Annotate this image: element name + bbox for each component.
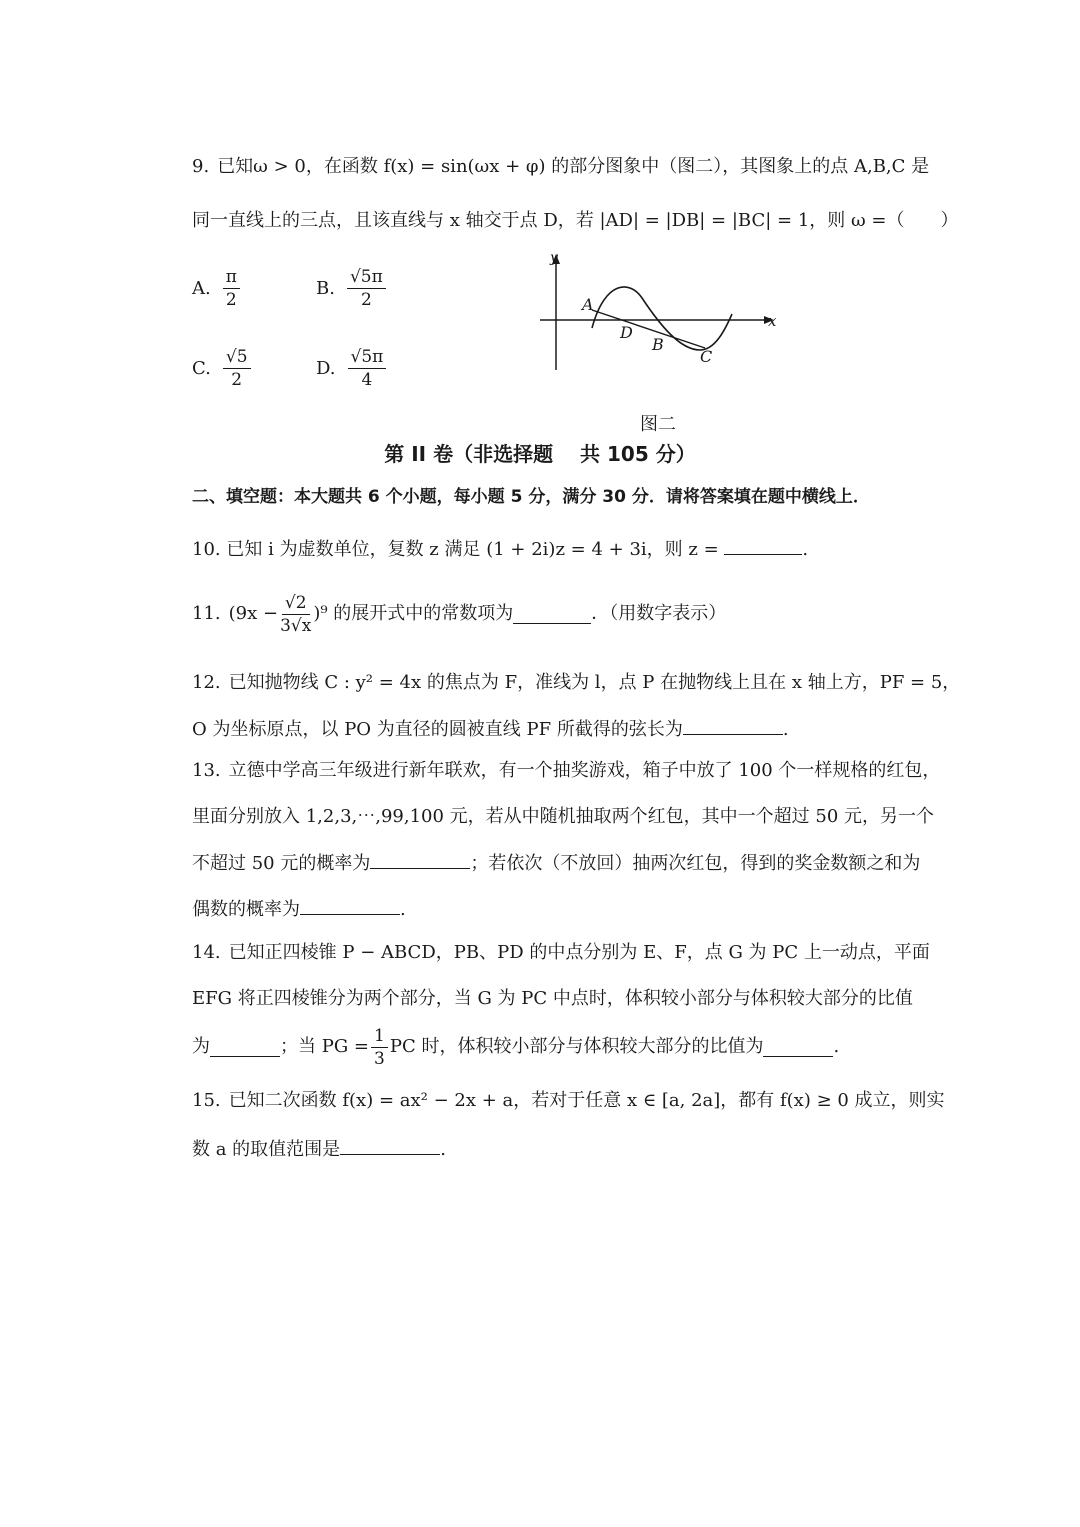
q12-text-line1: 已知抛物线 C : y² = 4x 的焦点为 F，准线为 l，点 P 在抛物线上且在 x 轴上方，PF = 5，	[228, 672, 961, 693]
q11-end: ．（用数字表示）	[591, 603, 727, 624]
q15-answer-blank[interactable]	[340, 1136, 440, 1155]
q11-number: 11.	[192, 603, 221, 624]
q15-text-line1: 已知二次函数 f(x) = ax² − 2x + a，若对于任意 x ∈ [a, 2a]，都有 f(x) ≥ 0 成立，则实	[228, 1090, 945, 1111]
section-title: 第 II 卷（非选择题 共 105 分）	[384, 442, 696, 466]
q13-number: 13.	[192, 760, 221, 781]
q13-text-line4: 偶数的概率为	[192, 899, 300, 920]
q13-text-line3b: ；若依次（不放回）抽两次红包，得到的奖金数额之和为	[470, 853, 921, 874]
q9-number: 9.	[192, 156, 210, 177]
fraction-denominator: 3	[374, 1048, 385, 1069]
choice-letter: B.	[316, 278, 335, 299]
q13-line4	[192, 896, 406, 923]
q13-line1	[192, 758, 940, 784]
choice-fraction	[223, 346, 251, 391]
fraction-numerator: 1	[371, 1025, 388, 1048]
q15-text-line2: 数 a 的取值范围是	[192, 1139, 341, 1160]
q13-answer-blank-2[interactable]	[300, 896, 400, 915]
q13-text-line1: 立德中学高三年级进行新年联欢，有一个抽奖游戏，箱子中放了 100 个一样规格的红包，	[228, 760, 941, 781]
q14-line3	[192, 1024, 839, 1070]
y-axis-label: y	[550, 250, 558, 266]
q12-number: 12.	[192, 672, 221, 693]
choice-fraction	[348, 346, 387, 391]
fraction-numerator: √5	[223, 346, 251, 369]
q13-text-line3a: 不超过 50 元的概率为	[192, 853, 371, 874]
q9-line1	[192, 154, 929, 180]
q9-choice-a[interactable]	[192, 266, 242, 311]
q11-fraction	[280, 592, 311, 637]
q9-text-line1: 已知ω > 0，在函数 f(x) = sin(ωx + φ) 的部分图象中（图二），其图象上的点 A,B,C 是	[217, 156, 930, 177]
q13-line3	[192, 850, 920, 877]
q12-end: .	[782, 719, 789, 740]
q13-answer-blank-1[interactable]	[370, 850, 470, 869]
q9-choice-d[interactable]	[316, 346, 388, 391]
fraction-numerator: √5π	[347, 266, 386, 289]
q14-number: 14.	[192, 942, 221, 963]
q14-fraction	[371, 1025, 388, 1070]
q14-line1	[192, 940, 930, 966]
figure-caption: 图二	[640, 414, 676, 435]
q14-text-line3a: 为	[192, 1036, 210, 1057]
fraction-numerator: √2	[282, 592, 310, 615]
q15-line1	[192, 1088, 945, 1114]
point-d-label: D	[620, 323, 633, 342]
point-c-label: C	[700, 347, 713, 366]
q15-end: .	[440, 1139, 446, 1160]
section-instruction: 二、填空题：本大题共 6 个小题，每小题 5 分，满分 30 分．请将答案填在题中横线上．	[192, 487, 870, 507]
q9-choice-c[interactable]	[192, 346, 253, 391]
q10-end: .	[802, 539, 809, 560]
q11-post: )⁹ 的展开式中的常数项为	[313, 603, 514, 624]
point-a-label: A	[582, 295, 594, 314]
q10-number: 10.	[192, 539, 221, 560]
q14-answer-blank-2[interactable]	[763, 1038, 833, 1057]
q15-line2	[192, 1136, 446, 1163]
q14-text-line3c: PC 时，体积较小部分与体积较大部分的比值为	[389, 1036, 764, 1057]
point-b-label: B	[652, 335, 664, 354]
x-axis-label: x	[768, 312, 777, 330]
q14-text-line3b: ；当 PG =	[280, 1036, 370, 1057]
q12-answer-blank[interactable]	[683, 716, 783, 735]
q9-choice-b[interactable]	[316, 266, 388, 311]
q15-number: 15.	[192, 1090, 221, 1111]
fraction-denominator: 2	[231, 370, 243, 390]
choice-fraction	[347, 266, 386, 311]
q10	[192, 536, 808, 563]
fraction-denominator: 4	[361, 370, 373, 390]
fraction-numerator: √5π	[348, 346, 387, 369]
q12-line1	[192, 670, 960, 696]
q12-text-line2: O 为坐标原点，以 PO 为直径的圆被直线 PF 所截得的弦长为	[192, 719, 683, 740]
q10-text: 已知 i 为虚数单位，复数 z 满足 (1 + 2i)z = 4 + 3i，则 z =	[226, 539, 719, 560]
fraction-denominator: 3√x	[280, 615, 312, 636]
choice-letter: A.	[192, 278, 211, 299]
line-abc	[592, 310, 705, 348]
choice-fraction	[223, 266, 240, 311]
choice-letter: C.	[192, 358, 211, 379]
fraction-denominator: 2	[360, 290, 372, 310]
choice-letter: D.	[316, 358, 336, 379]
sine-graph-figure	[530, 250, 790, 380]
q9-line2: 同一直线上的三点，且该直线与 x 轴交于点 D，若 |AD| = |DB| = |BC| = 1，则 ω =（ ）	[192, 210, 959, 231]
q14-end: .	[833, 1036, 840, 1057]
fraction-numerator: π	[223, 266, 240, 289]
q11-answer-blank[interactable]	[513, 605, 591, 624]
q11-pre: (9x −	[228, 603, 279, 624]
q14-line2: EFG 将正四棱锥分为两个部分，当 G 为 PC 中点时，体积较小部分与体积较大部分的比值	[192, 988, 913, 1009]
q14-answer-blank-1[interactable]	[210, 1038, 280, 1057]
q11	[192, 590, 726, 638]
q10-answer-blank[interactable]	[724, 536, 802, 555]
q12-line2	[192, 716, 789, 743]
q14-text-line1: 已知正四棱锥 P − ABCD，PB、PD 的中点分别为 E、F，点 G 为 PC 上一动点，平面	[228, 942, 930, 963]
fraction-denominator: 2	[225, 290, 237, 310]
q13-end: .	[400, 899, 406, 920]
q13-line2: 里面分别放入 1,2,3,⋯,99,100 元，若从中随机抽取两个红包，其中一个超过 50 元，另一个	[192, 806, 935, 827]
